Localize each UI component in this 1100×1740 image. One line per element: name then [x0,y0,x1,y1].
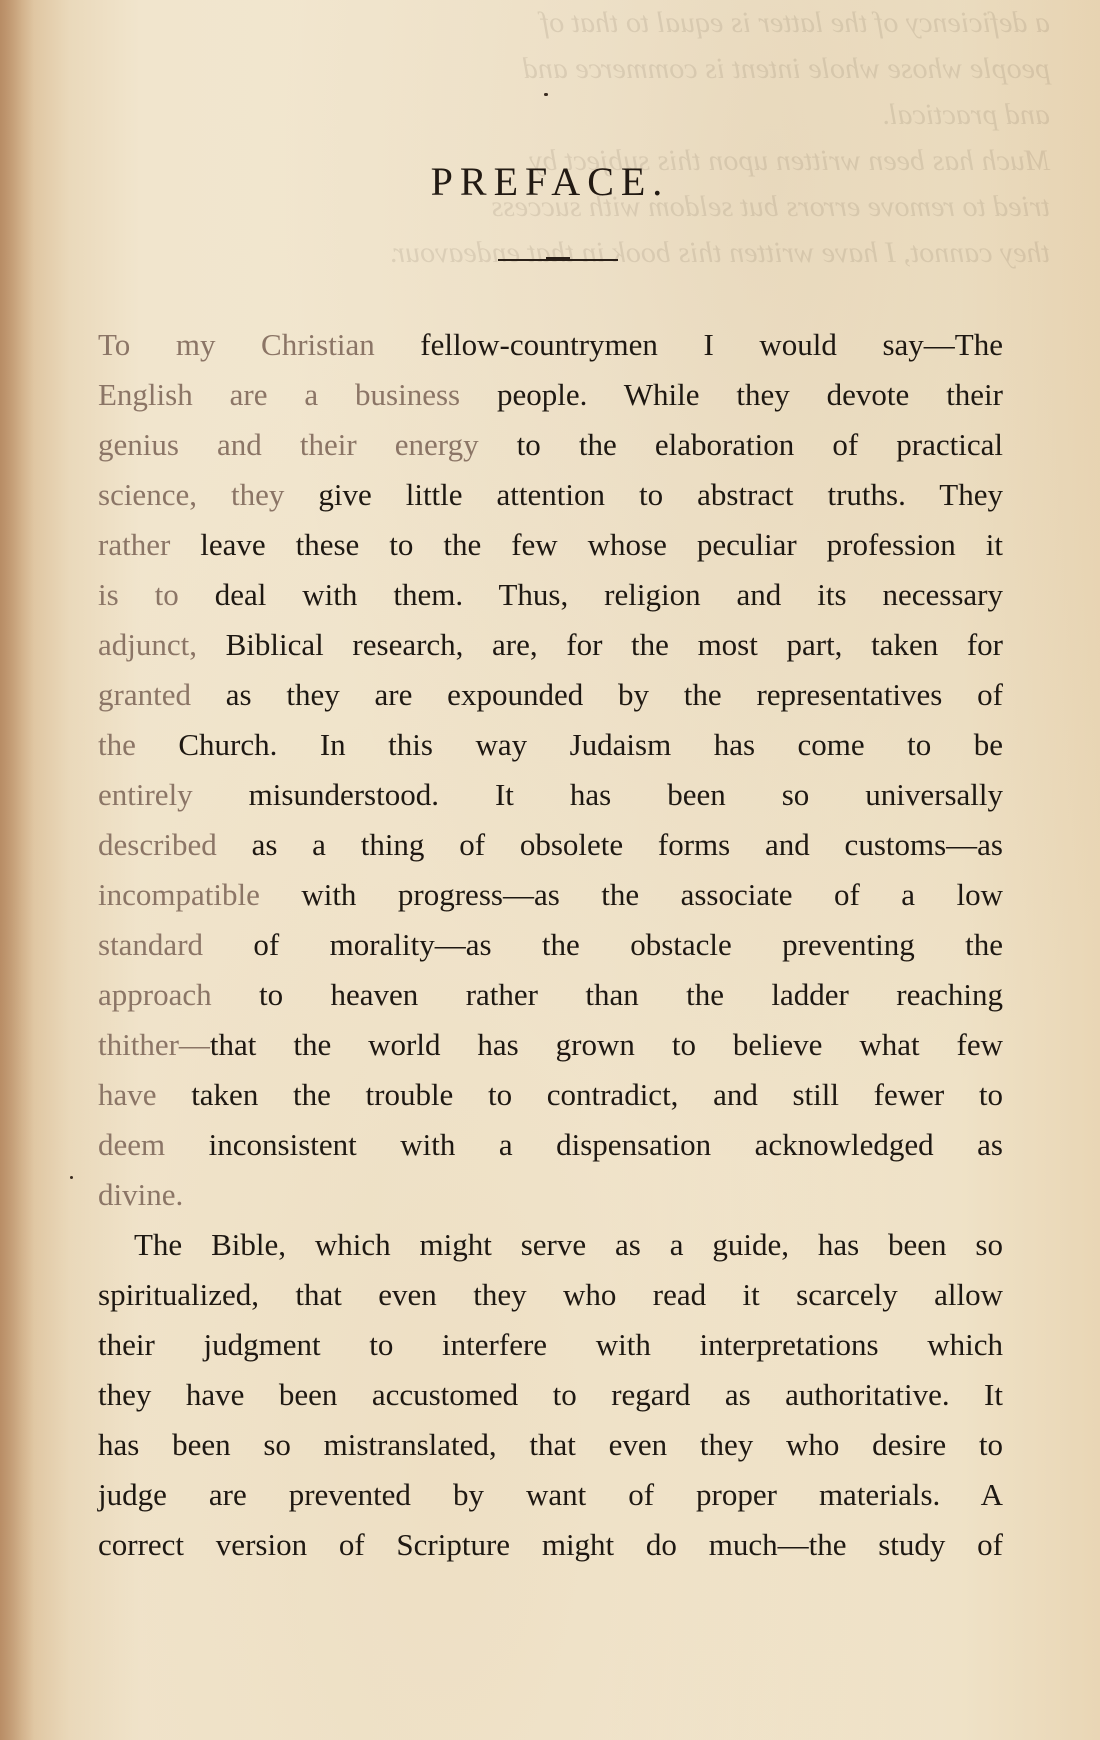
text-line: genius and their energy to the elaboration of practical [98,427,1003,462]
text-line: deem inconsistent with a dispensation acknowledged as [98,1127,1003,1162]
bleed-through-line: a deficiency of the latter is equal to that of [540,6,1050,39]
text-line: To my Christian fellow-countrymen I would say—The [98,327,1003,362]
text-line: incompatible with progress—as the associate of a low [98,877,1003,912]
text-line: divine. [98,1177,184,1212]
bleed-through-line: and practical. [881,98,1050,131]
text-line: standard of morality—as the obstacle preventing the [98,927,1003,962]
text-line: described as a thing of obsolete forms and customs—as [98,827,1003,862]
text-line: adjunct, Biblical research, are, for the most part, taken for [98,627,1003,662]
bleed-through-line: they cannot, I have written this book in that endeavour. [389,236,1050,269]
title-rule [498,259,618,261]
ink-speck [544,93,548,96]
text-line: The Bible, which might serve as a guide, has been so [134,1227,1003,1262]
bleed-through-line: tried to remove errors but seldom with success [491,190,1050,223]
text-line: English are a business people. While they devote their [98,377,1003,412]
text-line: have taken the trouble to contradict, and still fewer to [98,1077,1003,1112]
text-line: their judgment to interfere with interpretations which [98,1327,1003,1362]
text-line: judge are prevented by want of proper materials. A [98,1477,1003,1512]
bleed-through-line: Much has been written upon this subject by [529,144,1050,177]
paragraph-2 [98,1220,1003,1570]
ink-speck [70,1176,73,1179]
text-line: rather leave these to the few whose peculiar profession it [98,527,1003,562]
preface-text [98,320,1003,1570]
text-line: they have been accustomed to regard as authoritative. It [98,1377,1003,1412]
text-line: spiritualized, that even they who read it scarcely allow [98,1277,1003,1312]
text-line: granted as they are expounded by the representatives of [98,677,1003,712]
text-line: correct version of Scripture might do much—the study of [98,1527,1003,1562]
text-line: has been so mistranslated, that even they who desire to [98,1427,1003,1462]
text-line: science, they give little attention to abstract truths. They [98,477,1003,512]
paragraph-1 [98,320,1003,1220]
text-line: entirely misunderstood. It has been so universally [98,777,1003,812]
text-line: the Church. In this way Judaism has come to be [98,727,1003,762]
text-line: thither—that the world has grown to believe what few [98,1027,1003,1062]
text-line: approach to heaven rather than the ladder reaching [98,977,1003,1012]
text-line: is to deal with them. Thus, religion and its necessary [98,577,1003,612]
bleed-through-line: people whose whole intent is commerce and [522,52,1050,85]
page-title: PREFACE. [430,159,670,204]
